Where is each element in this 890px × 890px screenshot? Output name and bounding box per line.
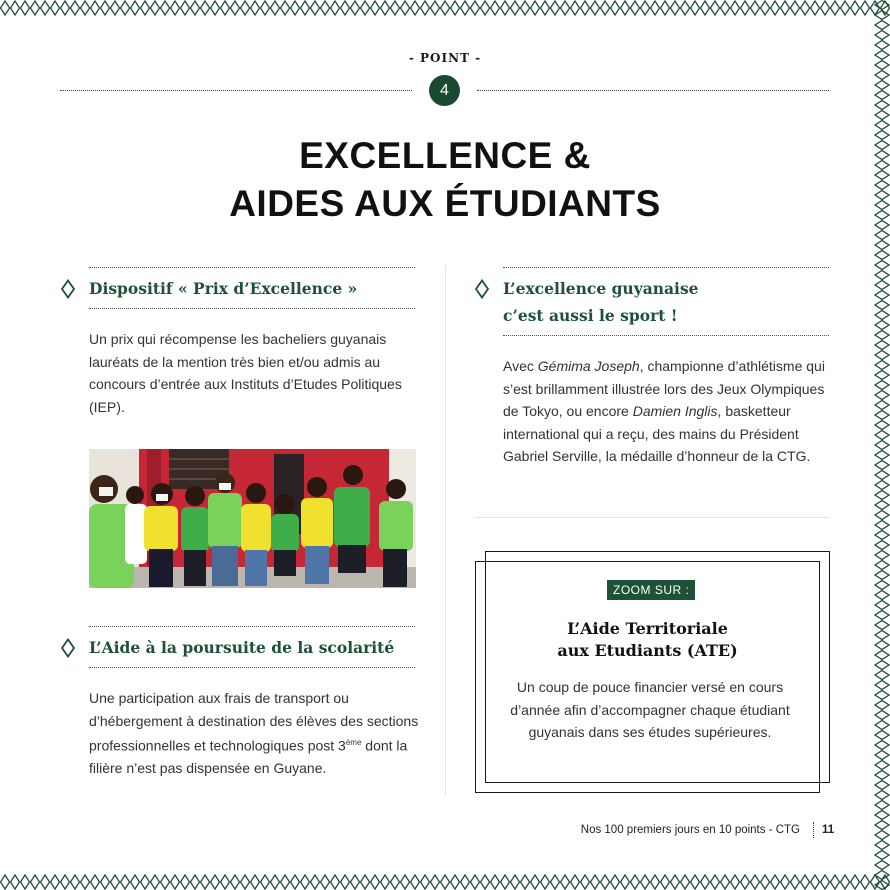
page-title-line2: AIDES AUX ÉTUDIANTS: [229, 183, 661, 224]
section-heading-sport: [503, 275, 833, 329]
heading-line1: L’excellence guyanaise: [503, 279, 699, 298]
section-divider: [503, 267, 829, 268]
column-divider: [445, 265, 446, 795]
right-column-separator: [474, 517, 829, 518]
section-divider: [503, 335, 829, 336]
heading-line2: c’est aussi le sport !: [503, 306, 678, 325]
text-part: dont la filière n’est pas dispensée en Guyane.: [89, 737, 408, 777]
section-text-sport: [503, 355, 833, 468]
diamond-bullet-icon: [60, 638, 76, 658]
zoom-title-line2: aux Etudiants (ATE): [557, 641, 738, 660]
text-part: , championne d’athlétisme qui s’est brillamment illustrée lors des Jeux Olympiques de Tokyo, ou encore: [503, 358, 825, 419]
text-part: Une participation aux frais de transport ou d’hébergement à destination des élèves des sections professionnelles et technologiques post 3: [89, 690, 419, 754]
section-heading-prix-excellence: Dispositif « Prix d’Excellence »: [89, 279, 358, 298]
header-divider-left: [60, 90, 412, 91]
decorative-border-bottom: [0, 874, 890, 890]
diamond-bullet-icon: [60, 279, 76, 299]
superscript: ème: [345, 738, 362, 747]
page-title-line1: EXCELLENCE &: [299, 135, 591, 176]
page-title: [0, 132, 890, 228]
athlete-name: Gémima Joseph: [537, 358, 640, 374]
point-number-badge: 4: [429, 75, 460, 106]
athlete-name: Damien Inglis: [632, 403, 718, 419]
section-divider: [89, 267, 415, 268]
section-divider: [89, 626, 415, 627]
diamond-bullet-icon: [474, 279, 490, 299]
section-heading-aide-scolarite: L’Aide à la poursuite de la scolarité: [89, 638, 395, 657]
footer-text: Nos 100 premiers jours en 10 points - CTG: [580, 824, 800, 836]
header-divider-right: [477, 90, 829, 91]
section-divider: [89, 308, 415, 309]
point-label: - POINT -: [408, 51, 482, 65]
decorative-border-top: [0, 0, 890, 16]
footer-separator: [813, 822, 814, 838]
zoom-title-line1: L’Aide Territoriale: [567, 619, 728, 638]
section-text-aide-scolarite: [89, 687, 419, 780]
text-part: Avec: [503, 358, 538, 374]
text-part: , basketteur international qui a reçu, des mains du Président Gabriel Serville, la médaille d’honneur de la CTG.: [503, 403, 811, 464]
zoom-title: [476, 618, 819, 662]
section-divider: [89, 667, 415, 668]
zoom-text: Un coup de pouce financier versé en cours d’année afin d’accompagner chaque étudiant guyanais dans ses études supérieures.: [510, 679, 790, 740]
section-text-prix-excellence: Un prix qui récompense les bacheliers guyanais lauréats de la mention très bien et/ou admis au concours d’entrée aux Instituts d’Etudes Politiques (IEP).: [89, 331, 402, 415]
page-number: 11: [822, 824, 835, 836]
zoom-tag: ZOOM SUR :: [607, 580, 695, 600]
students-photo: [89, 449, 416, 588]
